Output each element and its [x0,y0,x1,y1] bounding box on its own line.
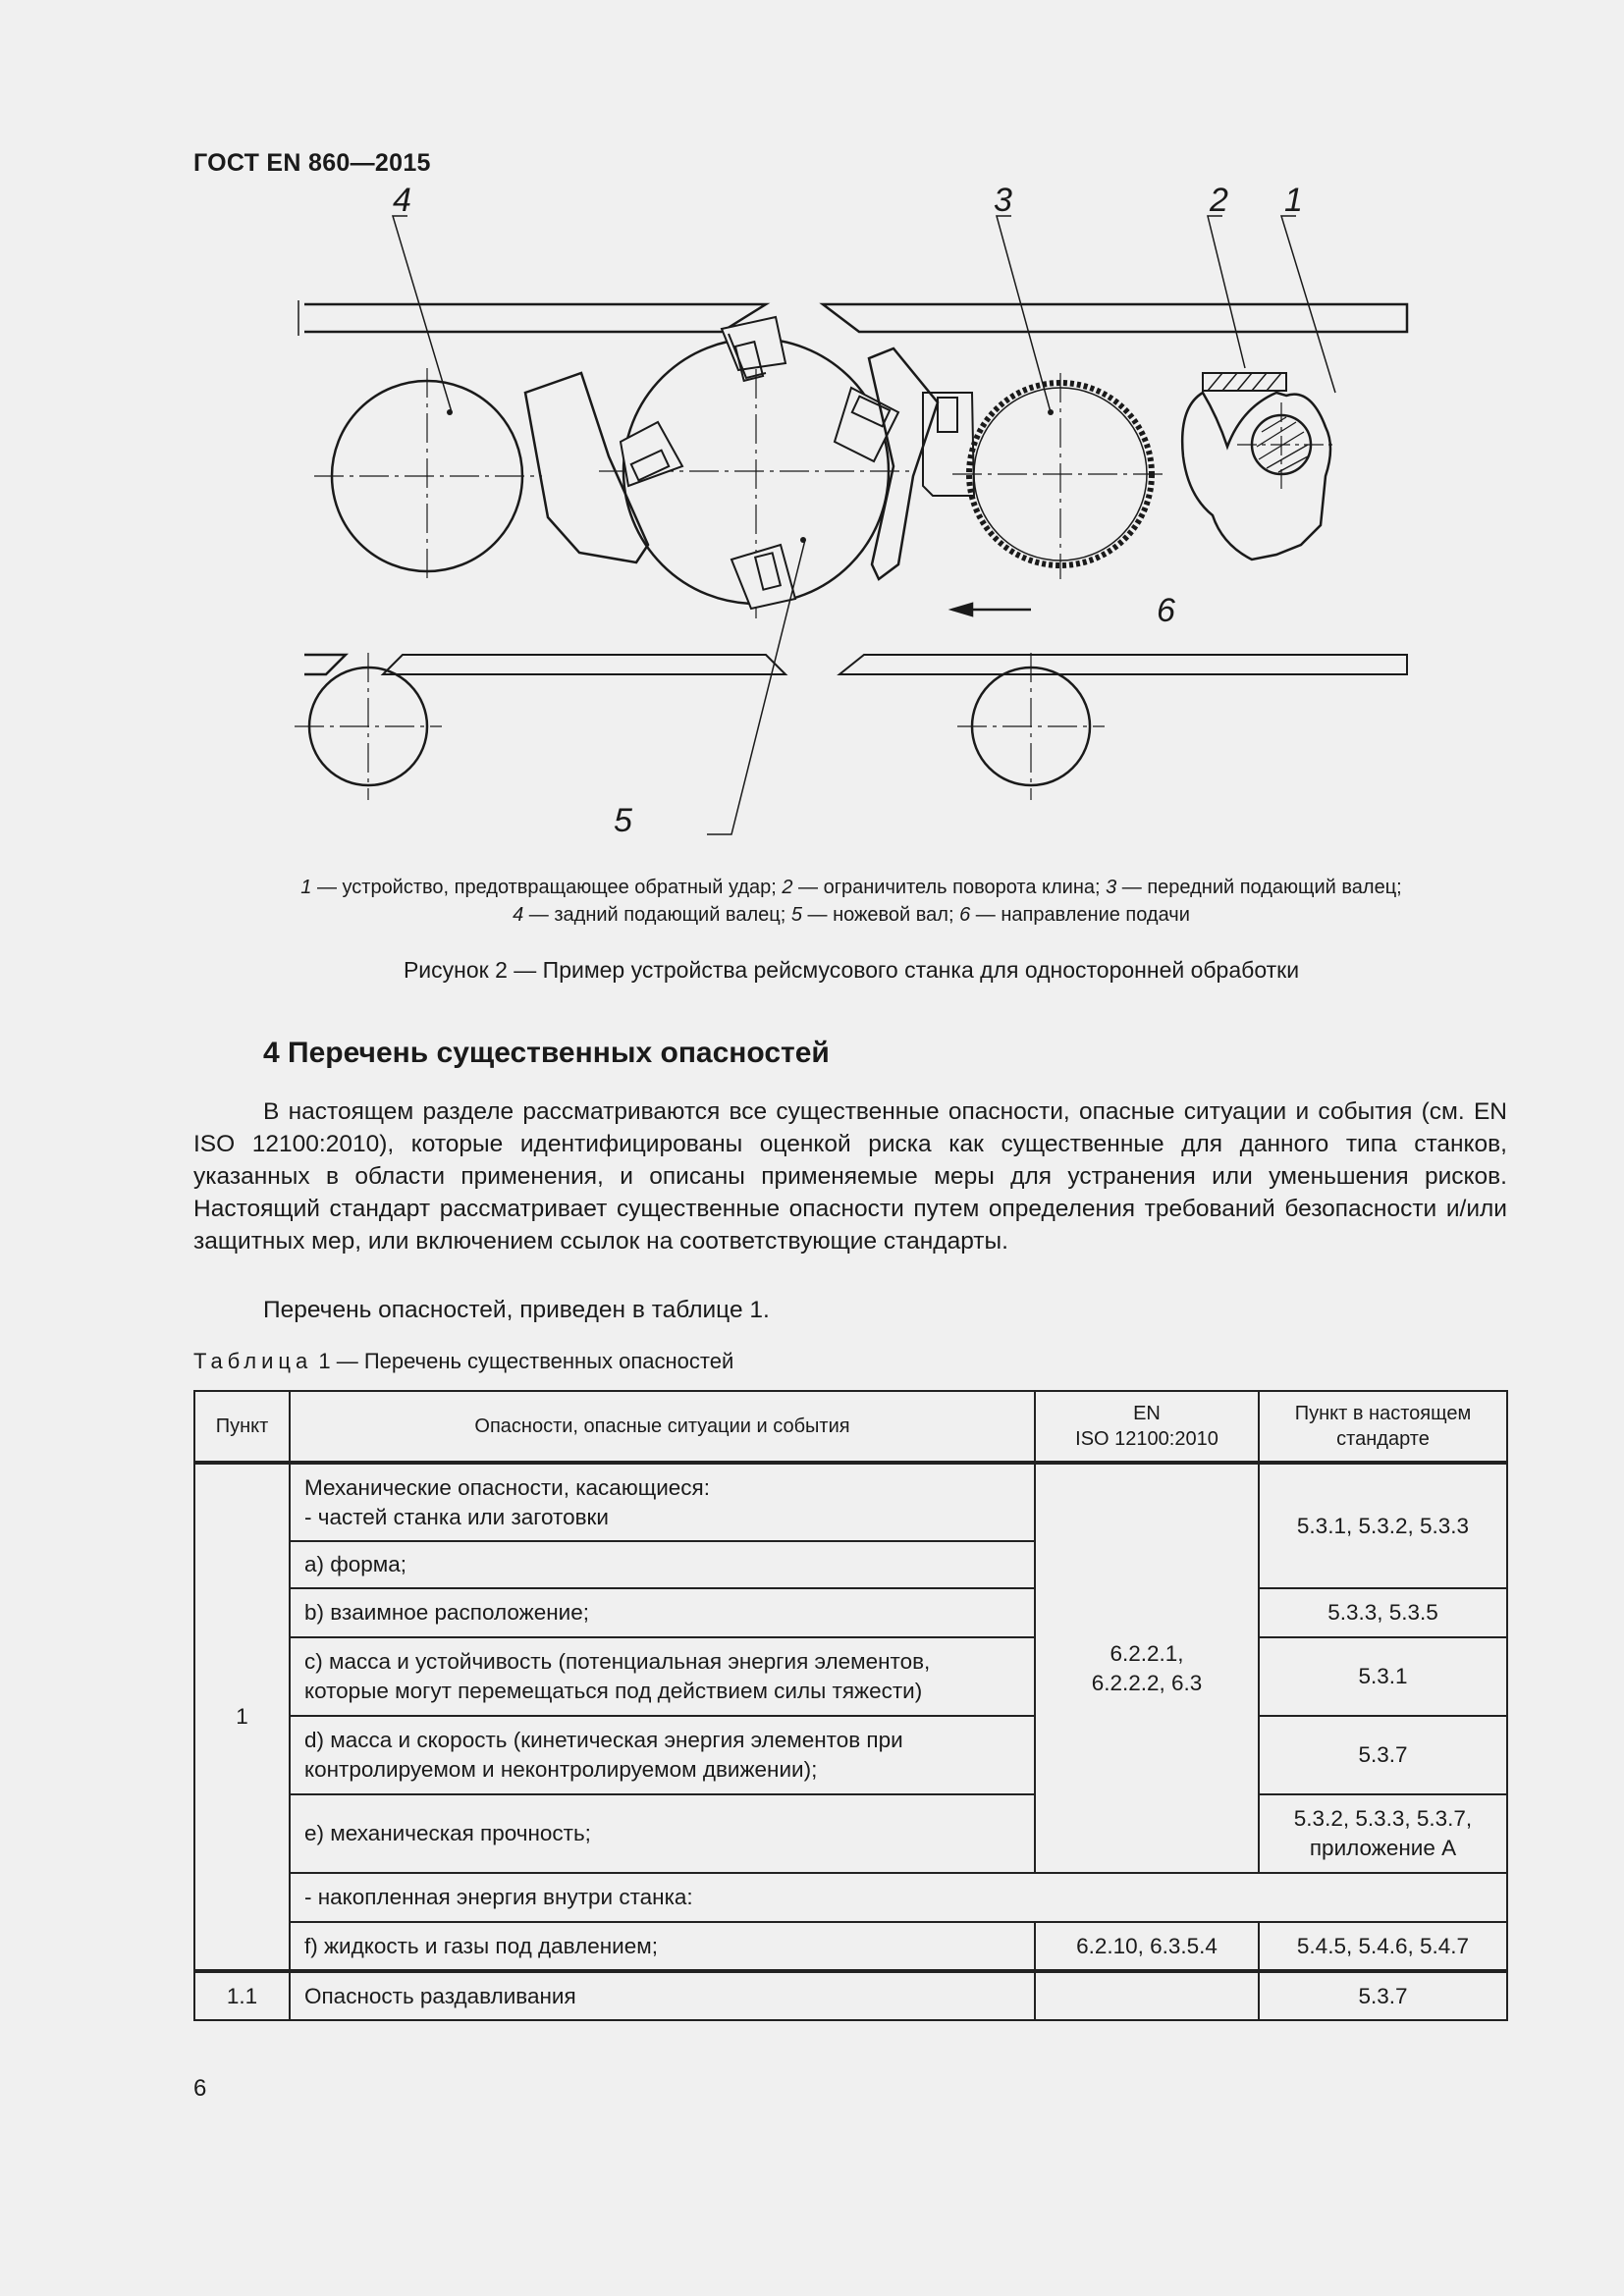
hazard-c: c) масса и устойчивость (потенциальная энергия элементов, которые могут перемещаться под действием силы тяжести) [290,1637,1035,1716]
row-1-1-hazard: Опасность раздавливания [290,1971,1035,2020]
clause-c: 5.3.1 [1259,1637,1507,1716]
clause-e: 5.3.2, 5.3.3, 5.3.7, приложение А [1259,1794,1507,1873]
section-paragraph-1: В настоящем разделе рассматриваются все существенные опасности, опасные ситуации и события (см. EN ISO 12100:2010), которые идентифицированы оценкой риска как существенные для данного типа станков, указанных в области применения, и описаны применяемые меры для устранения или уменьшения рисков. Настоящий стандарт рассматривает существенные опасности путем определения требований безопасности и/или защитных мер, или включением ссылок на соответствующие стандарты. [193,1098,1507,1255]
header-item: Пункт [194,1391,290,1463]
en-iso-group-cell: 6.2.2.1, 6.2.2.2, 6.3 [1035,1463,1259,1873]
header-hazards: Опасности, опасные ситуации и события [290,1391,1035,1463]
mechanical-hazards-cell: Механические опасности, касающиеся: - частей станка или заготовки [290,1463,1035,1541]
section-paragraph-2: Перечень опасностей, приведен в таблице 1. [263,1297,770,1323]
hazard-b: b) взаимное расположение; [290,1588,1035,1637]
row-1-1-number: 1.1 [194,1971,290,2020]
clause-f: 5.4.5, 5.4.6, 5.4.7 [1259,1922,1507,1971]
pressure-plate [923,393,974,496]
top-table-left [304,304,766,332]
hazards-table [193,1390,1508,2021]
stored-energy-cell: - накопленная энергия внутри станка: [290,1873,1507,1922]
clause-b: 5.3.3, 5.3.5 [1259,1588,1507,1637]
figure-legend-line1: 1 — устройство, предотвращающее обратный удар; 2 — ограничитель поворота клина; 3 — передний подающий валец; [300,877,1402,898]
page-number: 6 [193,2075,207,2102]
front-chip-breaker [869,348,938,579]
callout-6: 6 [1157,592,1175,629]
header-clause: Пункт в настоящем стандарте [1259,1391,1507,1463]
callout-3: 3 [994,182,1012,219]
header-en-iso: EN ISO 12100:2010 [1035,1391,1259,1463]
table-row [194,1463,1507,1541]
callout-1: 1 [1284,182,1303,219]
bottom-table-right [839,655,1407,674]
figure-legend-line2: 4 — задний подающий валец; 5 — ножевой вал; 6 — направление подачи [513,904,1190,926]
row-1-1-clause: 5.3.7 [1259,1971,1507,2020]
clause-d: 5.3.7 [1259,1716,1507,1794]
en-iso-f: 6.2.10, 6.3.5.4 [1035,1922,1259,1971]
bottom-table-left [304,655,346,674]
hazard-a: a) форма; [290,1541,1035,1588]
callout-5: 5 [614,802,632,839]
figure-caption: Рисунок 2 — Пример устройства рейсмусового станка для односторонней обработки [403,957,1300,983]
table-header-row [194,1391,1507,1463]
clause-ab-cell: 5.3.1, 5.3.2, 5.3.3 [1259,1463,1507,1588]
hazard-f: f) жидкость и газы под давлением; [290,1922,1035,1971]
table-row [194,1716,1507,1794]
hazard-d: d) масса и скорость (кинетическая энергия элементов при контролируемом и неконтролируемом движении); [290,1716,1035,1794]
table-row [194,1794,1507,1873]
callout-4: 4 [393,182,411,219]
table-row [194,1922,1507,1971]
group-number: 1 [194,1463,290,1971]
row-1-1-en-iso [1035,1971,1259,2020]
table-row [194,1637,1507,1716]
document-header: ГОСТ EN 860—2015 [193,149,431,177]
section-title: 4 Перечень существенных опасностей [263,1037,830,1069]
callout-2: 2 [1210,182,1228,219]
table-title: Таблица 1 — Перечень существенных опасностей [193,1349,734,1373]
table-row [194,1873,1507,1922]
hazard-e: e) механическая прочность; [290,1794,1035,1873]
top-table-right [823,304,1407,332]
bottom-table-mid [383,655,785,674]
table-row [194,1588,1507,1637]
anti-kickback-device [1182,393,1330,560]
table-row [194,1971,1507,2020]
planer-diagram [285,182,1424,849]
